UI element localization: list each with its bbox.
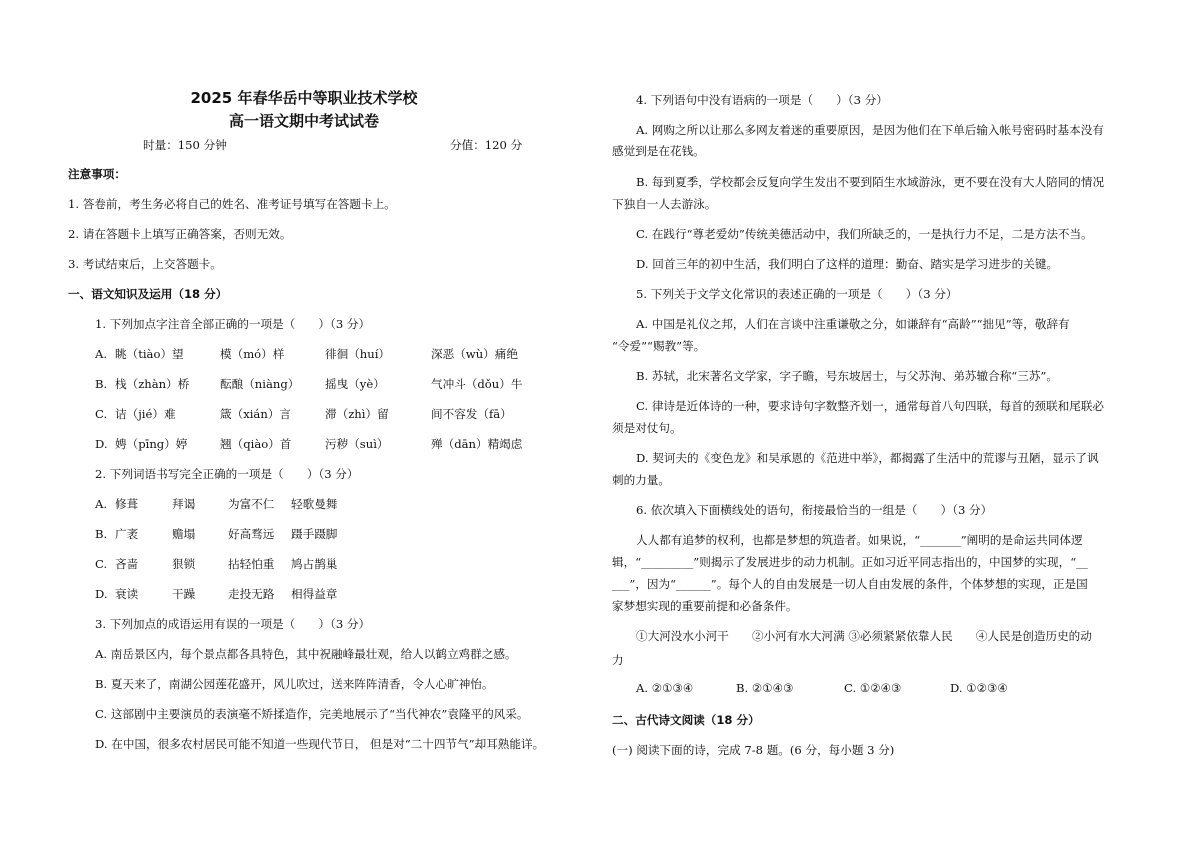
option-line: C. 这部剧中主要演员的表演毫不矫揉造作，完美地展示了“当代神农”袁隆平的风采。 <box>95 707 529 721</box>
notice-item: 3. 考试结束后，上交答题卡。 <box>68 257 222 271</box>
option-line: A. 南岳景区内，每个景点都各具特色，其中祝融峰最壮观，给人以鹤立鸡群之感。 <box>95 647 517 661</box>
option-item: 蹑手蹑脚 <box>291 527 338 541</box>
option-label: D. <box>95 437 108 451</box>
option-label: B. <box>95 377 108 391</box>
option-line-cont: 下独自一人去游泳。 <box>612 197 717 211</box>
option-line: B. 每到夏季，学校都会反复向学生发出不要到陌生水域游泳，更不要在没有大人陪同的情况 <box>636 175 1105 189</box>
option-line: B. 夏天来了，南湖公园莲花盛开，风儿吹过，送来阵阵清香，令人心旷神怡。 <box>95 677 494 691</box>
option-item: 轻歌曼舞 <box>291 497 338 511</box>
option-line: C. 律诗是近体诗的一种，要求诗句字数整齐划一，通常每首八句四联，每首的颈联和尾联必 <box>636 399 1104 413</box>
passage-line: ___”，因为“______”。每个人的自由发展是一切人自由发展的条件，个体梦想的实现，正是国 <box>612 577 1088 591</box>
question-stem: 2. 下列词语书写完全正确的一项是（ ）（3 分） <box>95 467 359 481</box>
option-line-cont: “令爱”“赐教”等。 <box>612 339 706 353</box>
option-line: C. 在践行“尊老爱幼”传统美德活动中，我们所缺乏的，一是执行力不足，二是方法不当。 <box>636 227 1093 241</box>
option-line: B. 苏轼，北宋著名文学家，字子瞻，号东坡居士，与父苏洵、弟苏辙合称“三苏”。 <box>636 369 1058 383</box>
option-item: 走投无路 <box>228 587 275 601</box>
option-label: C. <box>95 557 108 571</box>
option-item: 相得益章 <box>291 587 338 601</box>
option-item: 拜谒 <box>172 497 196 511</box>
option-line: D. 契诃夫的《变色龙》和吴承恩的《范进中举》，都揭露了生活中的荒谬与丑陋，显示了讽 <box>636 451 1099 465</box>
passage-line: 家梦想实现的重要前提和必备条件。 <box>612 599 798 613</box>
option-item: 诘（jié）难 <box>115 407 176 421</box>
option-item: 修葺 <box>115 497 139 511</box>
choices-line-cont: 力 <box>612 653 624 667</box>
answer-option: B. ②①④③ <box>736 681 794 695</box>
question-stem: 1. 下列加点字注音全部正确的一项是（ ）（3 分） <box>95 317 371 331</box>
option-item: 模（mó）样 <box>220 347 285 361</box>
question-stem: 4. 下列语句中没有语病的一项是（ ）（3 分） <box>636 93 888 107</box>
exam-subtitle: 高一语文期中考试试卷 <box>228 112 379 130</box>
section-heading: 二、古代诗文阅读（18 分） <box>612 713 760 727</box>
option-item: 拈轻怕重 <box>228 557 275 571</box>
option-item: 摇曳（yè） <box>325 377 385 391</box>
option-item: 衰读 <box>115 587 139 601</box>
option-item: 箴（xián）言 <box>220 407 292 421</box>
notice-item: 1. 答卷前，考生务必将自己的姓名、准考证号填写在答题卡上。 <box>68 197 396 211</box>
option-label: A. <box>95 497 108 511</box>
option-line: D. 回首三年的初中生活，我们明白了这样的道理：勤奋、踏实是学习进步的关键。 <box>636 257 1059 271</box>
option-item: 赡塌 <box>172 527 196 541</box>
option-item: 为富不仁 <box>228 497 275 511</box>
option-item: 鸠占鹊巢 <box>291 557 338 571</box>
answer-option: C. ①②④③ <box>844 681 902 695</box>
option-item: 殚（dān）精竭虑 <box>431 437 523 451</box>
exam-score: 分值：120 分 <box>450 138 523 152</box>
option-item: 吝啬 <box>115 557 139 571</box>
option-label: A. <box>95 347 108 361</box>
option-line-cont: 感觉到是在花钱。 <box>612 144 705 158</box>
option-item: 眺（tiào）望 <box>115 347 184 361</box>
answer-option: A. ②①③④ <box>636 681 694 695</box>
question-stem: 6. 依次填入下面横线处的语句，衔接最恰当的一组是（ ）（3 分） <box>636 503 993 517</box>
option-item: 娉（pīng）婷 <box>115 437 188 451</box>
option-label: B. <box>95 527 108 541</box>
option-line-cont: 刺的力量。 <box>612 473 670 487</box>
option-line-cont: 须是对仗句。 <box>612 421 682 435</box>
option-label: D. <box>95 587 108 601</box>
option-item: 酝酿（niàng） <box>220 377 300 391</box>
option-item: 滞（zhì）留 <box>325 407 389 421</box>
option-label: C. <box>95 407 108 421</box>
choices-line: ①大河没水小河干 ②小河有水大河满 ③必须紧紧依靠人民 ④人民是创造历史的动 <box>636 629 1092 643</box>
option-line: A. 中国是礼仪之邦，人们在言谈中注重谦敬之分，如谦辞有“高龄”“拙见”等，敬辞有 <box>636 317 1070 331</box>
passage-line: 辑，“_________”则揭示了发展进步的动力机制。正如习近平同志指出的，中国梦的实现，“__ <box>612 555 1088 569</box>
option-line: A. 网购之所以让那么多网友着迷的重要原因，是因为他们在下单后输入帐号密码时基本没有 <box>636 123 1104 137</box>
subsection-heading: (一) 阅读下面的诗，完成 7-8 题。(6 分，每小题 3 分) <box>612 743 895 757</box>
notice-item: 2. 请在答题卡上填写正确答案，否则无效。 <box>68 227 292 241</box>
section-heading: 一、语文知识及运用（18 分） <box>68 287 228 301</box>
notice-heading: 注意事项： <box>68 167 126 181</box>
option-item: 翘（qiào）首 <box>220 437 292 451</box>
option-item: 气冲斗（dǒu）牛 <box>431 377 523 391</box>
passage-line: 人人都有追梦的权利，也都是梦想的筑造者。如果说，“_______”阐明的是命运共同体逻 <box>636 533 1083 547</box>
option-item: 狠锁 <box>172 557 196 571</box>
question-stem: 5. 下列关于文学文化常识的表述正确的一项是（ ）（3 分） <box>636 287 958 301</box>
option-item: 广袤 <box>115 527 139 541</box>
option-item: 干躁 <box>172 587 196 601</box>
question-stem: 3. 下列加点的成语运用有误的一项是（ ）（3 分） <box>95 617 371 631</box>
option-item: 间不容发（fā） <box>431 407 512 421</box>
answer-option: D. ①②③④ <box>950 681 1008 695</box>
option-item: 徘徊（huí） <box>325 347 391 361</box>
exam-time: 时量：150 分钟 <box>143 138 227 152</box>
option-item: 深恶（wù）痛绝 <box>431 347 518 361</box>
option-item: 污秽（suì） <box>325 437 389 451</box>
option-item: 好高骛远 <box>228 527 275 541</box>
option-line: D. 在中国，很多农村居民可能不知道一些现代节日， 但是对“二十四节气”却耳熟能详。 <box>95 737 545 751</box>
exam-title: 2025 年春华岳中等职业技术学校 <box>190 89 418 107</box>
option-item: 栈（zhàn）桥 <box>115 377 190 391</box>
